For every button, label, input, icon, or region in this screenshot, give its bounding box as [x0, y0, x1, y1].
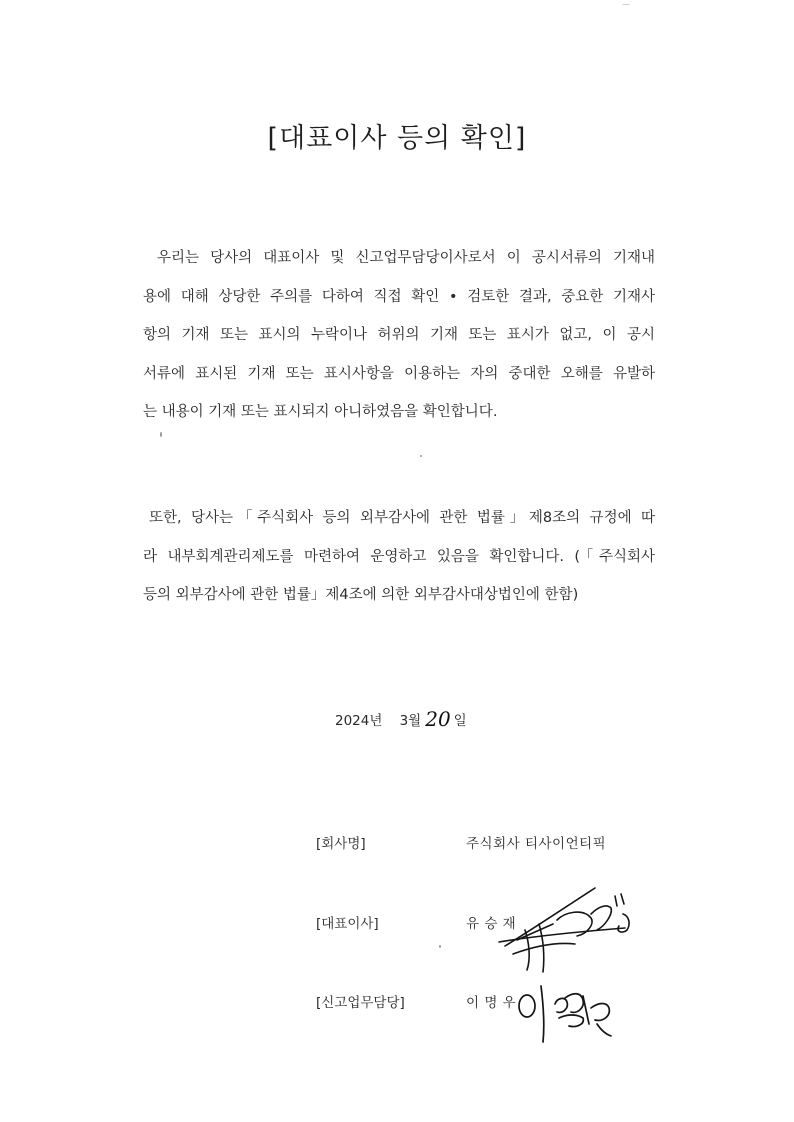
date-month: 3월 [399, 713, 422, 729]
scan-speck [420, 455, 422, 457]
paragraph-line: 등의 외부감사에 관한 법률」제4조에 의한 외부감사대상법인에 한함) [143, 587, 579, 603]
paragraph-line: 용에 대해 상당한 주의를 다하여 직접 확인 • 검토한 결과, 중요한 기재사 [143, 288, 655, 305]
paragraph-line: 라 내부회계관리제도를 마련하여 운영하고 있음을 확인합니다. (「주식회사 [143, 548, 655, 565]
company-label: [회사명] [316, 836, 366, 852]
ceo-signature-icon [495, 884, 645, 976]
ceo-label: [대표이사] [316, 916, 379, 932]
date-day-handwritten: 20 [425, 707, 451, 731]
filing-officer-name: 이 명 우 [466, 995, 517, 1011]
internal-control-paragraph [143, 499, 655, 615]
date-year: 2024년 [335, 713, 383, 729]
company-name: 주식회사 티사이언티픽 [466, 836, 607, 852]
ceo-name: 유 승 재 [466, 916, 517, 932]
paragraph-line: 또한, 당사는「주식회사 등의 외부감사에 관한 법률」제8조의 규정에 따 [149, 510, 655, 526]
paragraph-line: 우리는 당사의 대표이사 및 신고업무담당이사로서 이 공시서류의 기재내 [157, 250, 655, 266]
filing-officer-signature-icon [515, 978, 615, 1048]
paragraph-line: 는 내용이 기재 또는 표시되지 아니하였음을 확인합니다. [143, 404, 498, 420]
filing-officer-label: [신고업무담당] [316, 995, 405, 1011]
paragraph-line: 항의 기재 또는 표시의 누락이나 허위의 기재 또는 표시가 없고, 이 공시 [143, 327, 655, 343]
confirmation-paragraph [143, 239, 655, 432]
document-title: [대표이사 등의 확인] [267, 123, 527, 154]
scan-speck [439, 945, 441, 948]
document-date [335, 706, 467, 730]
date-day-suffix: 일 [453, 713, 467, 729]
paragraph-line: 서류에 표시된 기재 또는 표시사항을 이용하는 자의 중대한 오해를 유발하 [143, 365, 655, 382]
scan-speck [160, 432, 162, 437]
scan-speck [622, 4, 630, 5]
